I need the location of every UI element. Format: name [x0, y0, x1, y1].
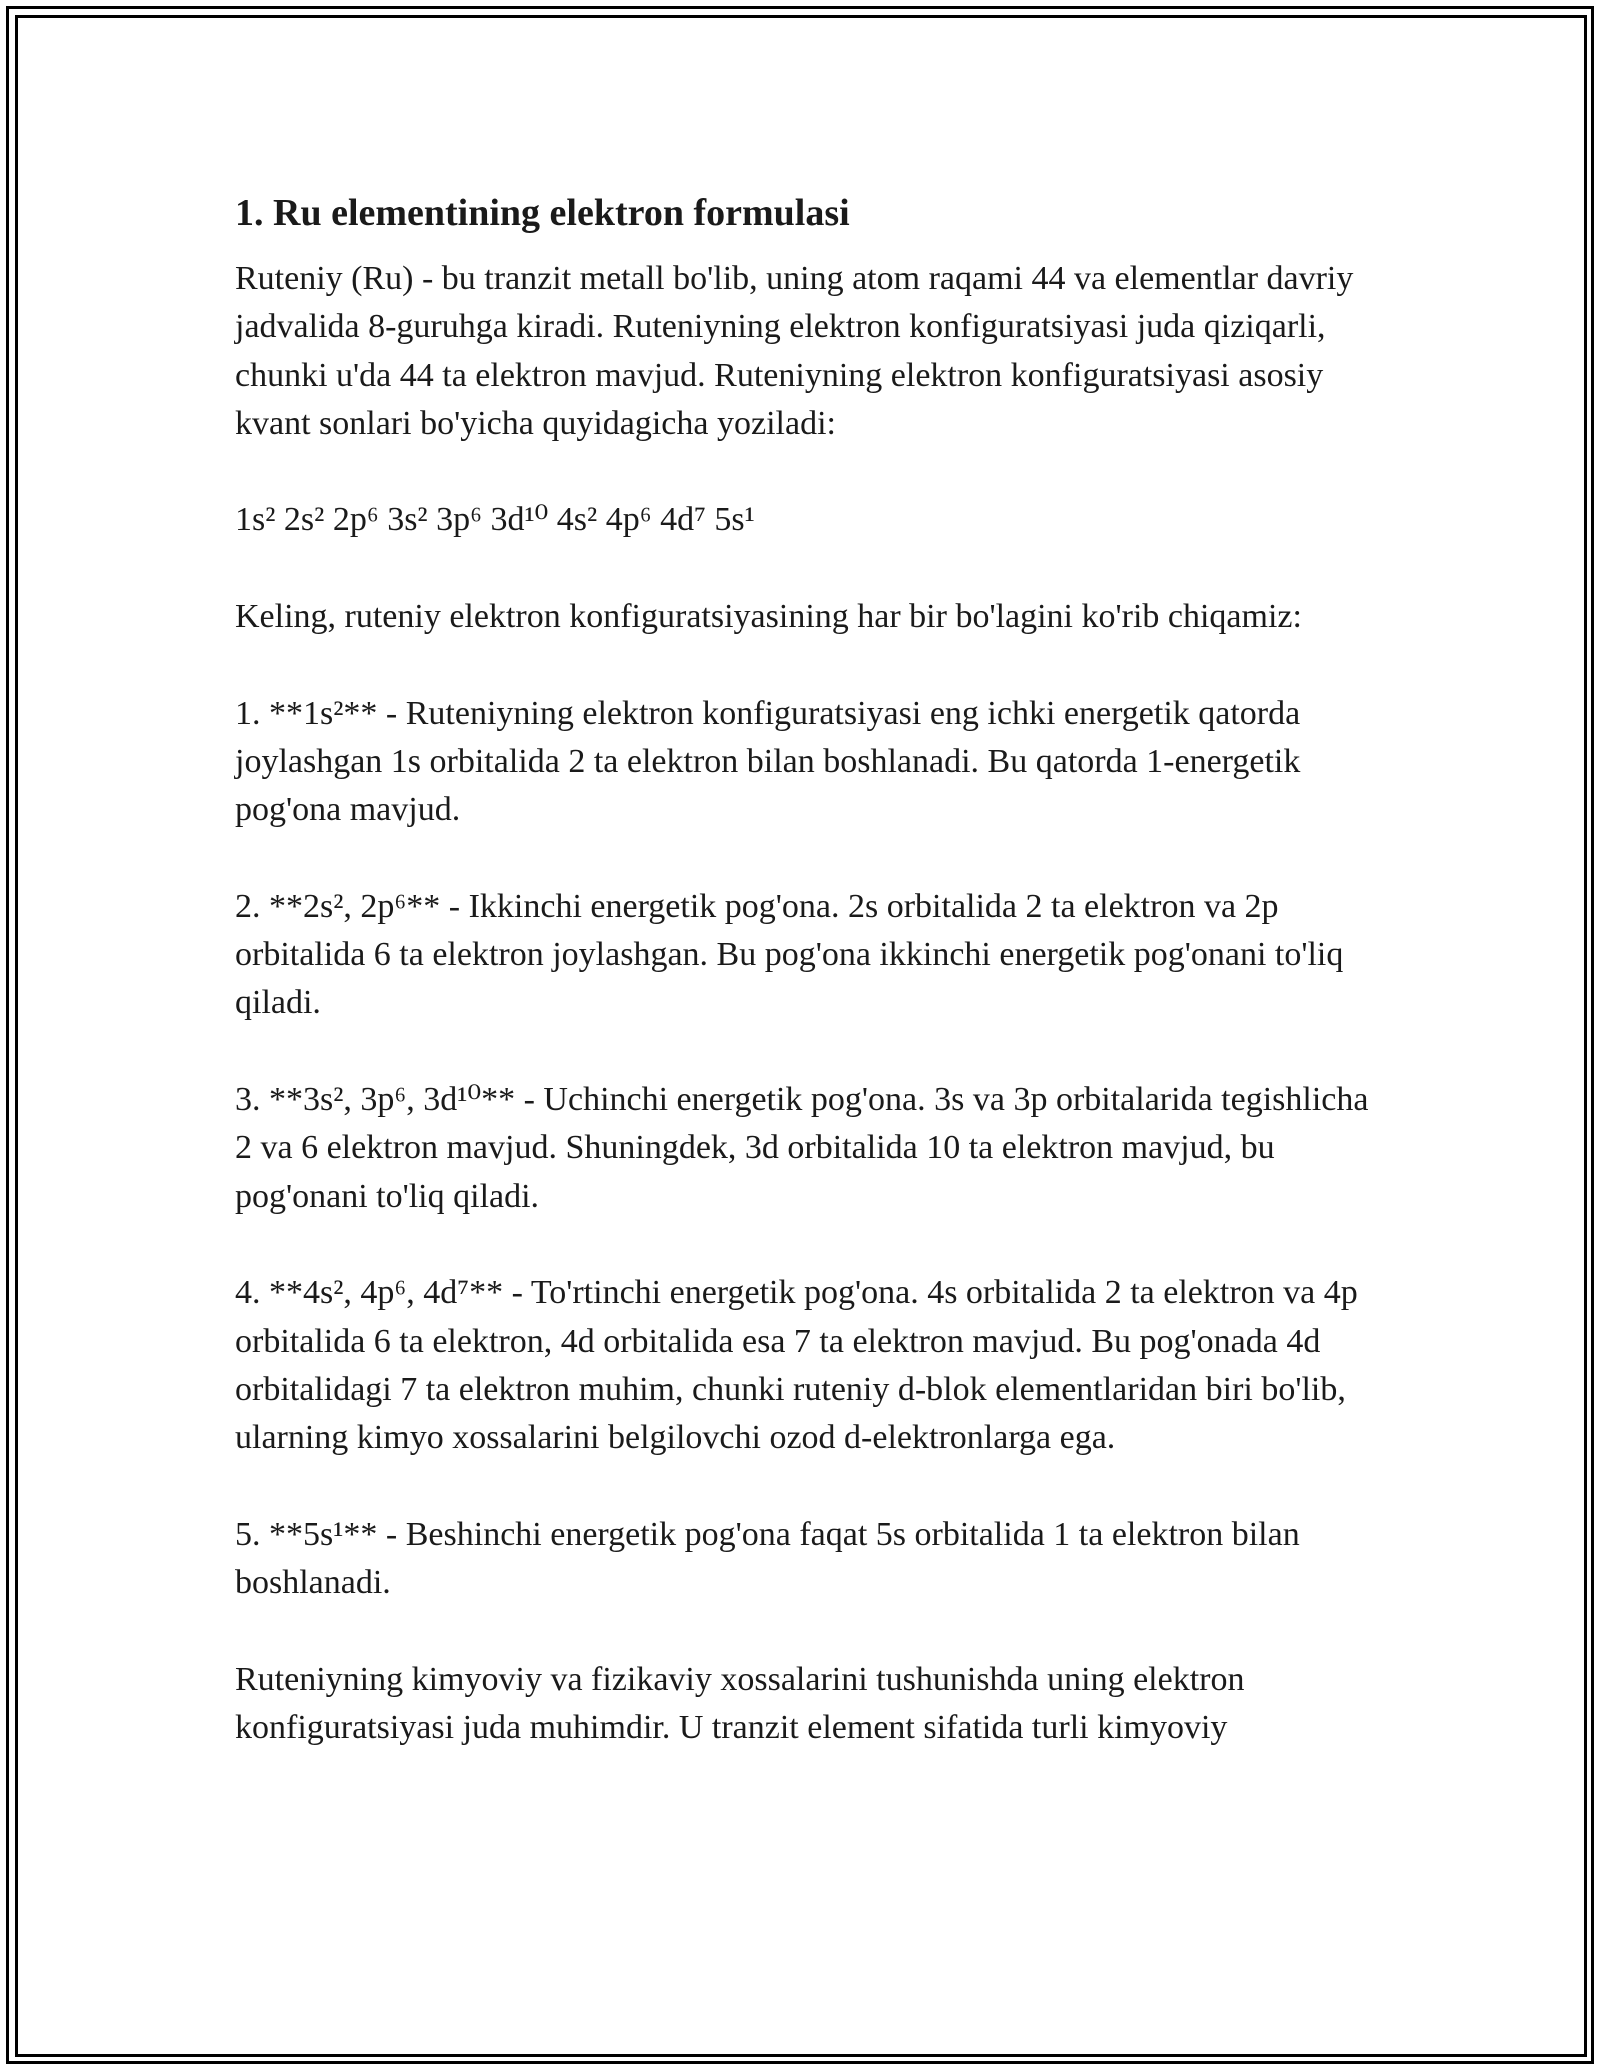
- list-item-shell-4: 4. **4s², 4p⁶, 4d⁷** - To'rtinchi energetik pog'ona. 4s orbitalida 2 ta elektron va 4p orbitalida 6 ta elektron, 4d orbitalida esa 7 ta elektron mavjud. Bu pog'onada 4d orbitalidagi 7 ta elektron muhim, chunki ruteniy d-blok elementlaridan biri bo'lib, ularning kimyo xossalarini belgilovchi ozod d-elektronlarga ega.: [235, 1274, 1358, 1457]
- list-item-shell-3: 3. **3s², 3p⁶, 3d¹⁰** - Uchinchi energetik pog'ona. 3s va 3p orbitalarida tegishlicha 2 va 6 elektron mavjud. Shuningdek, 3d orbitalida 10 ta elektron mavjud, bu pog'onani to'liq qiladi.: [235, 1081, 1369, 1215]
- conclusion-paragraph: Ruteniyning kimyoviy va fizikaviy xossalarini tushunishda uning elektron konfiguratsiyasi juda muhimdir. U tranzit element sifatida turli kimyoviy: [235, 1660, 1245, 1746]
- intro-paragraph: Ruteniy (Ru) - bu tranzit metall bo'lib, uning atom raqami 44 va elementlar davriy jadvalida 8-guruhga kiradi. Ruteniyning elektron konfiguratsiyasi juda qiziqarli, chunki u'da 44 ta elektron mavjud. Ruteniyning elektron konfiguratsiyasi asosiy kvant sonlari bo'yicha quyidagicha yoziladi:: [235, 260, 1354, 442]
- electron-configuration: 1s² 2s² 2p⁶ 3s² 3p⁶ 3d¹⁰ 4s² 4p⁶ 4d⁷ 5s¹: [235, 501, 755, 539]
- breakdown-intro-paragraph: Keling, ruteniy elektron konfiguratsiyasining har bir bo'lagini ko'rib chiqamiz:: [235, 598, 1302, 636]
- section-heading: 1. Ru elementining elektron formulasi: [235, 192, 850, 234]
- document-body: [235, 188, 1385, 1801]
- list-item-shell-5: 5. **5s¹** - Beshinchi energetik pog'ona faqat 5s orbitalida 1 ta elektron bilan boshlanadi.: [235, 1515, 1300, 1602]
- list-item-shell-2: 2. **2s², 2p⁶** - Ikkinchi energetik pog'ona. 2s orbitalida 2 ta elektron va 2p orbitalida 6 ta elektron joylashgan. Bu pog'ona ikkinchi energetik pog'onani to'liq qiladi.: [235, 887, 1344, 1022]
- list-item-shell-1: 1. **1s²** - Ruteniyning elektron konfiguratsiyasi eng ichki energetik qatorda joylashgan 1s orbitalida 2 ta elektron bilan boshlanadi. Bu qatorda 1-energetik pog'ona mavjud.: [235, 694, 1301, 829]
